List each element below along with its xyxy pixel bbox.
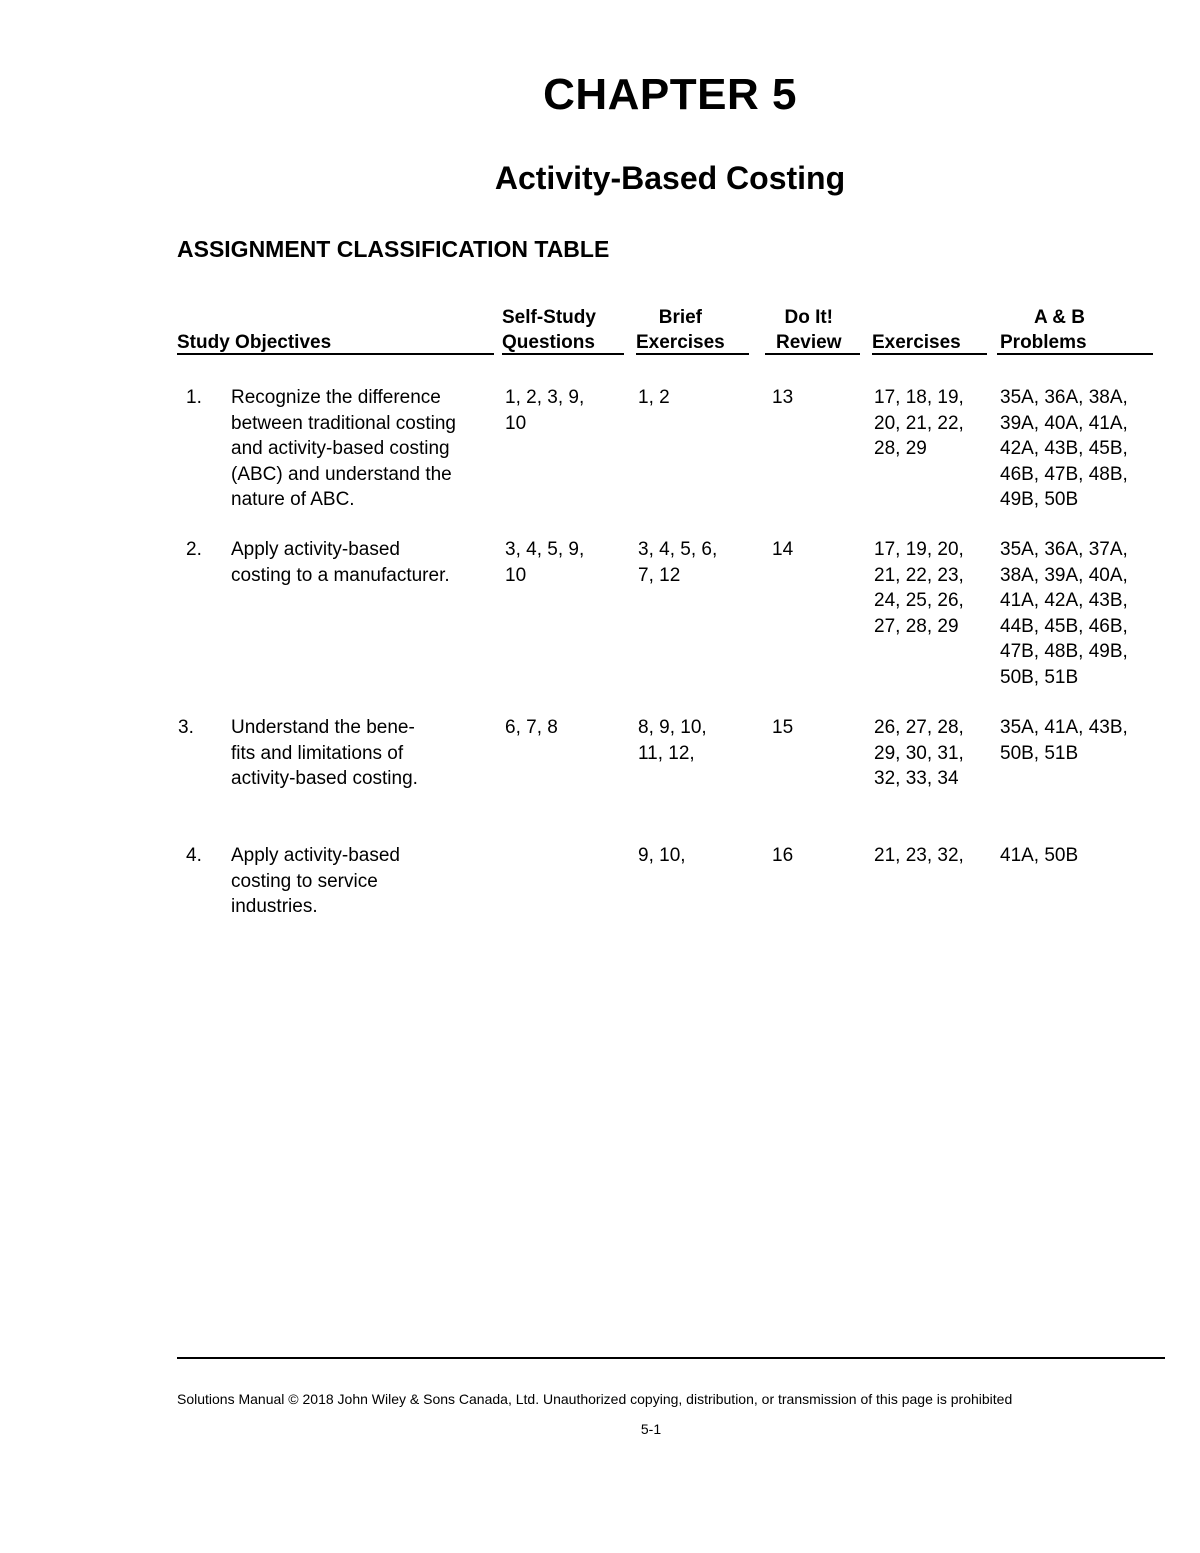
chapter-subtitle: Activity-Based Costing bbox=[494, 160, 846, 196]
text-line: 3, 4, 5, 6, bbox=[638, 539, 718, 560]
brief-exercises bbox=[638, 385, 670, 411]
footer-divider bbox=[177, 1357, 1165, 1359]
header-line: Do It! bbox=[784, 307, 834, 328]
text-line: 16 bbox=[772, 845, 794, 866]
text-line: 3, 4, 5, 9, bbox=[505, 539, 585, 560]
text-line: 49B, 50B bbox=[1000, 489, 1079, 510]
text-line: fits and limitations of bbox=[231, 742, 404, 764]
text-line: 41A, 50B bbox=[1000, 845, 1079, 866]
header-underline bbox=[636, 353, 749, 355]
text-line: 8, 9, 10, bbox=[638, 717, 707, 738]
text-line: 38A, 39A, 40A, bbox=[1000, 564, 1128, 586]
text-line: 28, 29 bbox=[874, 438, 927, 459]
text-line: 20, 21, 22, bbox=[874, 412, 964, 434]
self-study-questions bbox=[505, 385, 584, 436]
header-line: Problems bbox=[1000, 332, 1087, 353]
brief-exercises bbox=[638, 843, 686, 869]
text-line: 50B, 51B bbox=[1000, 666, 1079, 688]
text-line: activity-based costing. bbox=[231, 768, 418, 789]
do-it-review bbox=[772, 385, 793, 411]
text-line: 44B, 45B, 46B, bbox=[1000, 615, 1128, 637]
text-line: Apply activity-based bbox=[231, 845, 400, 866]
row-number: 1. bbox=[186, 387, 202, 408]
text-line: 15 bbox=[772, 717, 794, 738]
text-line: industries. bbox=[231, 896, 318, 917]
header-do-it-review bbox=[776, 305, 841, 355]
text-line: 42A, 43B, 45B, bbox=[1000, 438, 1128, 459]
text-line: 7, 12 bbox=[638, 564, 681, 586]
header-line: Exercises bbox=[636, 332, 725, 353]
ab-problems bbox=[1000, 843, 1078, 869]
text-line: nature of ABC. bbox=[231, 489, 355, 510]
footer-copyright: Solutions Manual © 2018 John Wiley & Sons Canada, Ltd. Unauthorized copying, distribution, or transmission of this page is prohibited bbox=[177, 1391, 1013, 1407]
header-underline bbox=[872, 353, 987, 355]
text-line: 35A, 36A, 37A, bbox=[1000, 539, 1128, 560]
self-study-questions bbox=[505, 715, 558, 741]
text-line: and activity-based costing bbox=[231, 438, 450, 459]
study-objective bbox=[231, 385, 456, 513]
text-line: 26, 27, 28, bbox=[874, 717, 964, 738]
ab-problems bbox=[1000, 715, 1128, 766]
brief-exercises bbox=[638, 537, 717, 588]
row-number: 4. bbox=[186, 845, 202, 866]
self-study-questions bbox=[505, 537, 584, 588]
header-underline bbox=[177, 353, 494, 355]
header-underline bbox=[997, 353, 1153, 355]
study-objective bbox=[231, 843, 400, 920]
text-line: 46B, 47B, 48B, bbox=[1000, 463, 1128, 485]
chapter-title: CHAPTER 5 bbox=[543, 70, 797, 119]
header-line: A & B bbox=[1034, 307, 1086, 328]
header-line: Brief bbox=[658, 307, 703, 328]
ab-problems bbox=[1000, 385, 1128, 513]
text-line: 21, 23, 32, bbox=[874, 845, 964, 866]
text-line: 21, 22, 23, bbox=[874, 564, 964, 586]
text-line: between traditional costing bbox=[231, 412, 456, 434]
row-number: 2. bbox=[186, 539, 202, 560]
text-line: 17, 19, 20, bbox=[874, 539, 964, 560]
text-line: 35A, 41A, 43B, bbox=[1000, 717, 1128, 738]
text-line: 13 bbox=[772, 387, 794, 408]
text-line: 24, 25, 26, bbox=[874, 590, 964, 611]
header-line: Questions bbox=[502, 332, 595, 353]
text-line: 17, 18, 19, bbox=[874, 387, 964, 408]
text-line: 1, 2, 3, 9, bbox=[505, 387, 585, 408]
header-exercises bbox=[872, 330, 961, 355]
text-line: 50B, 51B bbox=[1000, 742, 1079, 764]
header-self-study-questions bbox=[502, 305, 596, 355]
text-line: 32, 33, 34 bbox=[874, 768, 959, 789]
header-brief-exercises bbox=[636, 305, 725, 355]
text-line: costing to a manufacturer. bbox=[231, 564, 450, 586]
text-line: Apply activity-based bbox=[231, 539, 400, 560]
section-heading: ASSIGNMENT CLASSIFICATION TABLE bbox=[177, 236, 610, 262]
header-underline bbox=[765, 353, 860, 355]
do-it-review bbox=[772, 537, 793, 563]
text-line: costing to service bbox=[231, 870, 378, 892]
text-line: Understand the bene- bbox=[231, 717, 415, 738]
header-line: Review bbox=[776, 332, 842, 353]
text-line: 1, 2 bbox=[638, 387, 670, 408]
do-it-review bbox=[772, 715, 793, 741]
text-line: Recognize the difference bbox=[231, 387, 441, 408]
text-line: (ABC) and understand the bbox=[231, 463, 452, 485]
text-line: 11, 12, bbox=[638, 742, 695, 764]
do-it-review bbox=[772, 843, 793, 869]
exercises bbox=[874, 843, 964, 869]
row-number: 3. bbox=[178, 717, 194, 738]
text-line: 10 bbox=[505, 412, 527, 434]
header-line: Self-Study bbox=[502, 307, 596, 328]
exercises bbox=[874, 537, 964, 639]
study-objective bbox=[231, 715, 418, 792]
exercises bbox=[874, 715, 964, 792]
text-line: 35A, 36A, 38A, bbox=[1000, 387, 1128, 408]
text-line: 27, 28, 29 bbox=[874, 615, 959, 637]
header-line: Exercises bbox=[872, 332, 961, 353]
text-line: 29, 30, 31, bbox=[874, 742, 964, 764]
header-ab-problems bbox=[1000, 305, 1087, 355]
header-study-objectives bbox=[177, 330, 331, 355]
study-objective bbox=[231, 537, 450, 588]
header-line: Study Objectives bbox=[177, 332, 332, 353]
text-line: 10 bbox=[505, 564, 527, 586]
text-line: 47B, 48B, 49B, bbox=[1000, 641, 1128, 662]
text-line: 6, 7, 8 bbox=[505, 717, 558, 738]
header-underline bbox=[502, 353, 624, 355]
brief-exercises bbox=[638, 715, 707, 766]
exercises bbox=[874, 385, 964, 462]
page-number: 5-1 bbox=[640, 1421, 662, 1437]
text-line: 9, 10, bbox=[638, 845, 686, 866]
text-line: 14 bbox=[772, 539, 794, 560]
text-line: 39A, 40A, 41A, bbox=[1000, 412, 1128, 434]
text-line: 41A, 42A, 43B, bbox=[1000, 590, 1128, 611]
ab-problems bbox=[1000, 537, 1128, 690]
